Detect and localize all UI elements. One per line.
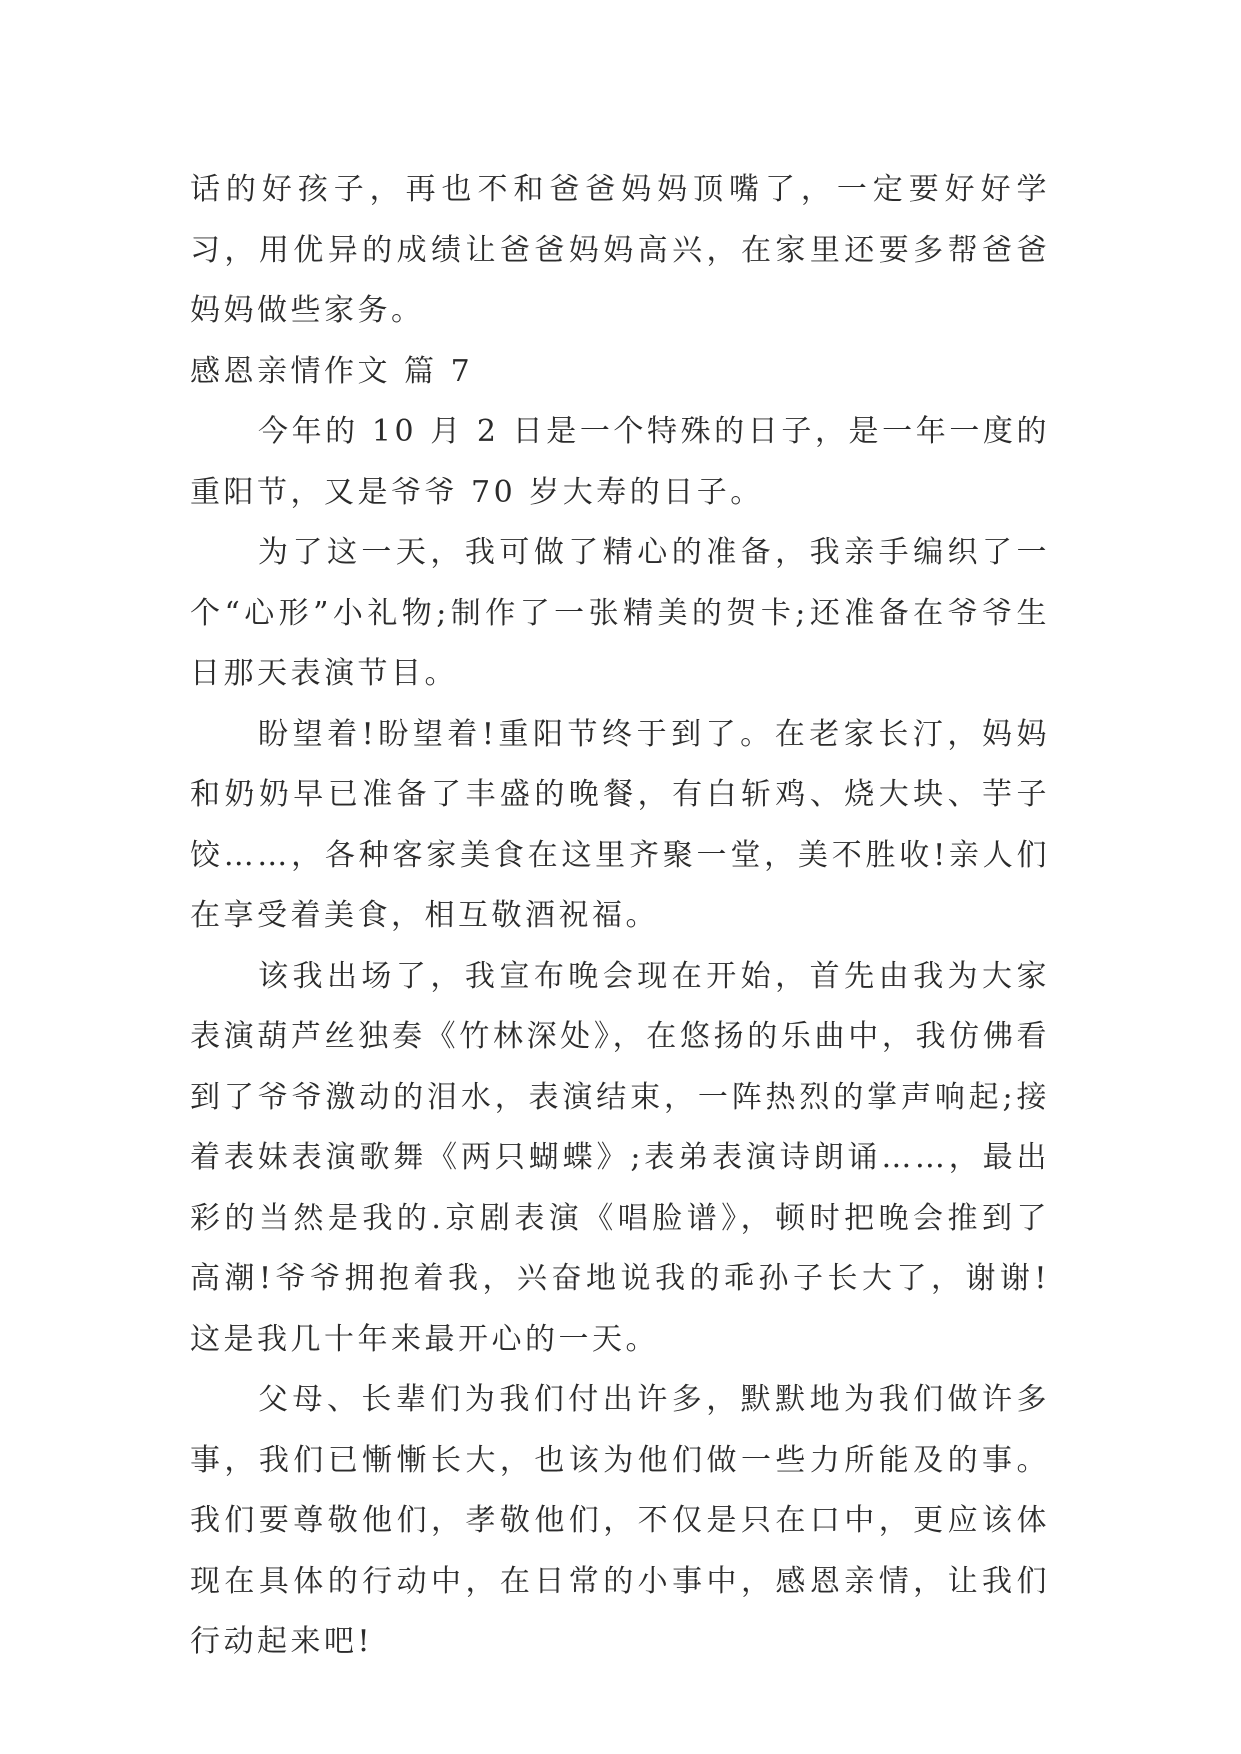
paragraph-3: 盼望着!盼望着!重阳节终于到了。在老家长汀，妈妈和奶奶早已准备了丰盛的晚餐，有白斩鸡、烧大块、芋子饺……，各种客家美食在这里齐聚一堂，美不胜收!亲人们在享受着美食，相互敬酒祝福。 bbox=[190, 716, 1050, 933]
paragraph-4: 该我出场了，我宣布晚会现在开始，首先由我为大家表演葫芦丝独奏《竹林深处》，在悠扬的乐曲中，我仿佛看到了爷爷激动的泪水，表演结束，一阵热烈的掌声响起;接着表妹表演歌舞《两只蝴蝶》;表弟表演诗朗诵……，最出彩的当然是我的.京剧表演《唱脸谱》，顿时把晚会推到了高潮!爷爷拥抱着我，兴奋地说我的乖孙子长大了，谢谢!这是我几十年来最开心的一天。 bbox=[190, 958, 1050, 1357]
document-body bbox=[190, 160, 1050, 1673]
paragraph-1: 今年的 10 月 2 日是一个特殊的日子，是一年一度的重阳节，又是爷爷 70 岁大寿的日子。 bbox=[190, 414, 1050, 510]
paragraph-5: 父母、长辈们为我们付出许多，默默地为我们做许多事，我们已慚慚长大，也该为他们做一些力所能及的事。我们要尊敬他们，孝敬他们，不仅是只在口中，更应该体现在具体的行动中，在日常的小事中，感恩亲情，让我们行动起来吧! bbox=[190, 1382, 1050, 1659]
continuation-paragraph: 话的好孩子，再也不和爸爸妈妈顶嘴了，一定要好好学习，用优异的成绩让爸爸妈妈高兴，在家里还要多帮爸爸妈妈做些家务。 bbox=[190, 172, 1050, 328]
section-heading: 感恩亲情作文 篇 7 bbox=[190, 353, 474, 389]
paragraph-2: 为了这一天，我可做了精心的准备，我亲手编织了一个“心形”小礼物;制作了一张精美的贺卡;还准备在爷爷生日那天表演节目。 bbox=[190, 535, 1050, 691]
